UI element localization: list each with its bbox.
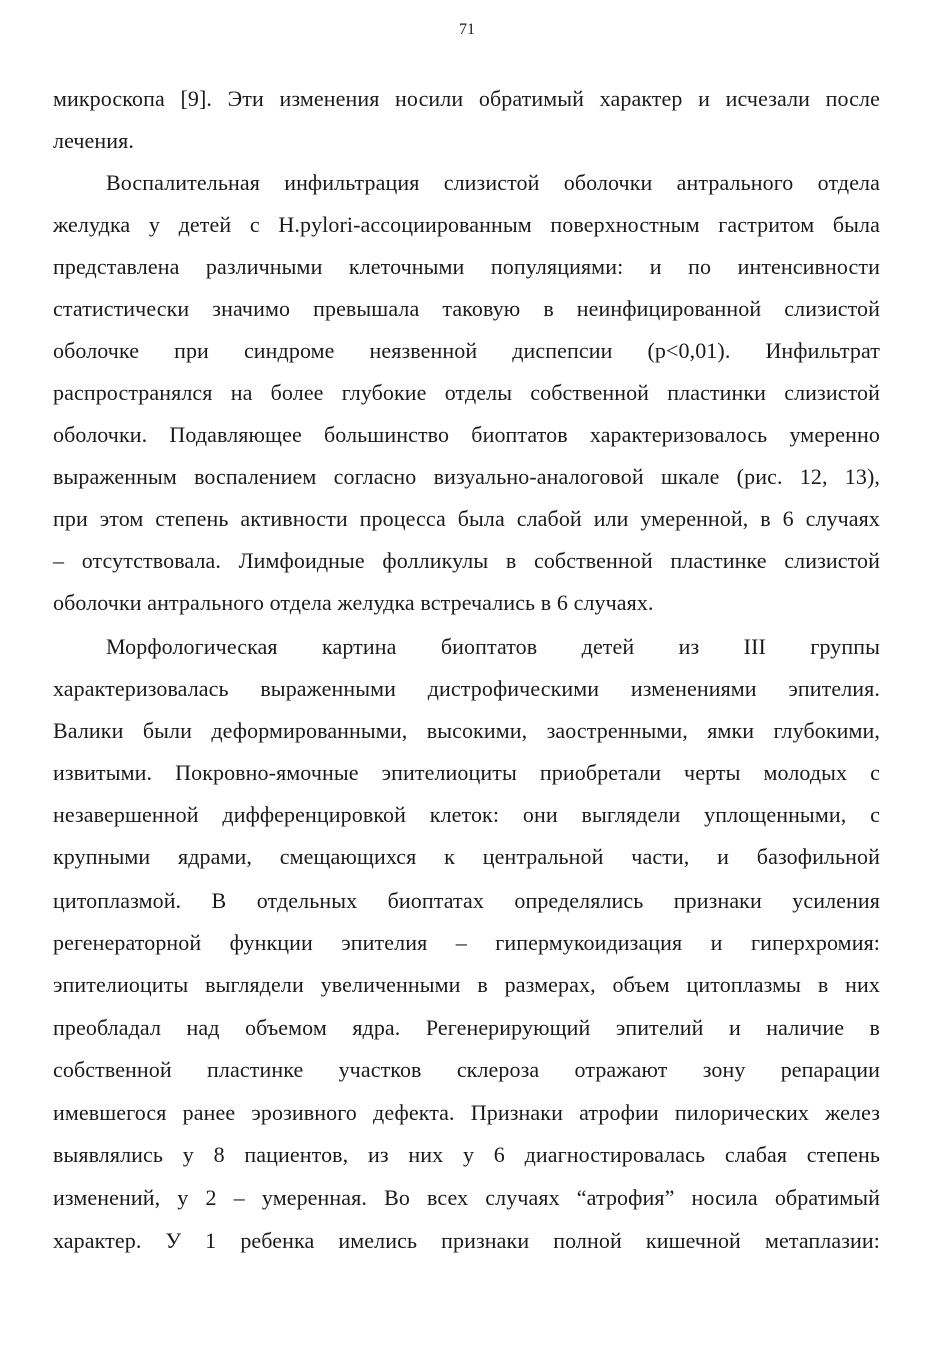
- text-line: распространялся на более глубокие отделы собственной пластинки слизистой: [53, 380, 880, 405]
- text-line: микроскопа [9]. Эти изменения носили обратимый характер и исчезали после: [53, 86, 880, 111]
- text-line: лечения.: [53, 128, 134, 153]
- text-line: желудка у детей с H.pylori-ассоциированным поверхностным гастритом была: [53, 212, 880, 237]
- text-line: Воспалительная инфильтрация слизистой оболочки антрального отдела: [106, 170, 880, 195]
- text-line: характер. У 1 ребенка имелись признаки полной кишечной метаплазии:: [53, 1228, 880, 1253]
- text-line: незавершенной дифференцировкой клеток: они выглядели уплощенными, с: [53, 802, 880, 827]
- text-line: цитоплазмой. В отдельных биоптатах определялись признаки усиления: [53, 888, 880, 913]
- text-line: Морфологическая картина биоптатов детей из III группы: [106, 634, 880, 659]
- text-line: выраженным воспалением согласно визуально-аналоговой шкале (рис. 12, 13),: [53, 464, 880, 489]
- text-line: изменений, у 2 – умеренная. Во всех случаях “атрофия” носила обратимый: [53, 1185, 880, 1210]
- text-line: эпителиоциты выглядели увеличенными в размерах, объем цитоплазмы в них: [53, 972, 880, 997]
- text-line: характеризовалась выраженными дистрофическими изменениями эпителия.: [53, 676, 880, 701]
- text-line: извитыми. Покровно-ямочные эпителиоциты приобретали черты молодых с: [53, 760, 880, 785]
- text-line: собственной пластинке участков склероза отражают зону репарации: [53, 1057, 880, 1082]
- page-number: 71: [459, 21, 475, 38]
- text-line: крупными ядрами, смещающихся к центральной части, и базофильной: [53, 844, 880, 869]
- text-line: оболочки. Подавляющее большинство биоптатов характеризовалось умеренно: [53, 422, 880, 447]
- text-line: имевшегося ранее эрозивного дефекта. Признаки атрофии пилорических желез: [53, 1100, 880, 1125]
- text-line: оболочке при синдроме неязвенной диспепсии (p<0,01). Инфильтрат: [53, 338, 880, 363]
- text-line: преобладал над объемом ядра. Регенерирующий эпителий и наличие в: [53, 1015, 880, 1040]
- text-line: статистически значимо превышала таковую в неинфицированной слизистой: [53, 296, 880, 321]
- text-line: Валики были деформированными, высокими, заостренными, ямки глубокими,: [53, 718, 880, 743]
- text-line: оболочки антрального отдела желудка встречались в 6 случаях.: [53, 590, 654, 615]
- text-line: выявлялись у 8 пациентов, из них у 6 диагностировалась слабая степень: [53, 1142, 880, 1167]
- text-line: – отсутствовала. Лимфоидные фолликулы в собственной пластинке слизистой: [53, 548, 880, 573]
- text-line: регенераторной функции эпителия – гипермукоидизация и гиперхромия:: [53, 930, 880, 955]
- text-line: при этом степень активности процесса была слабой или умеренной, в 6 случаях: [53, 506, 880, 531]
- text-line: представлена различными клеточными популяциями: и по интенсивности: [53, 254, 880, 279]
